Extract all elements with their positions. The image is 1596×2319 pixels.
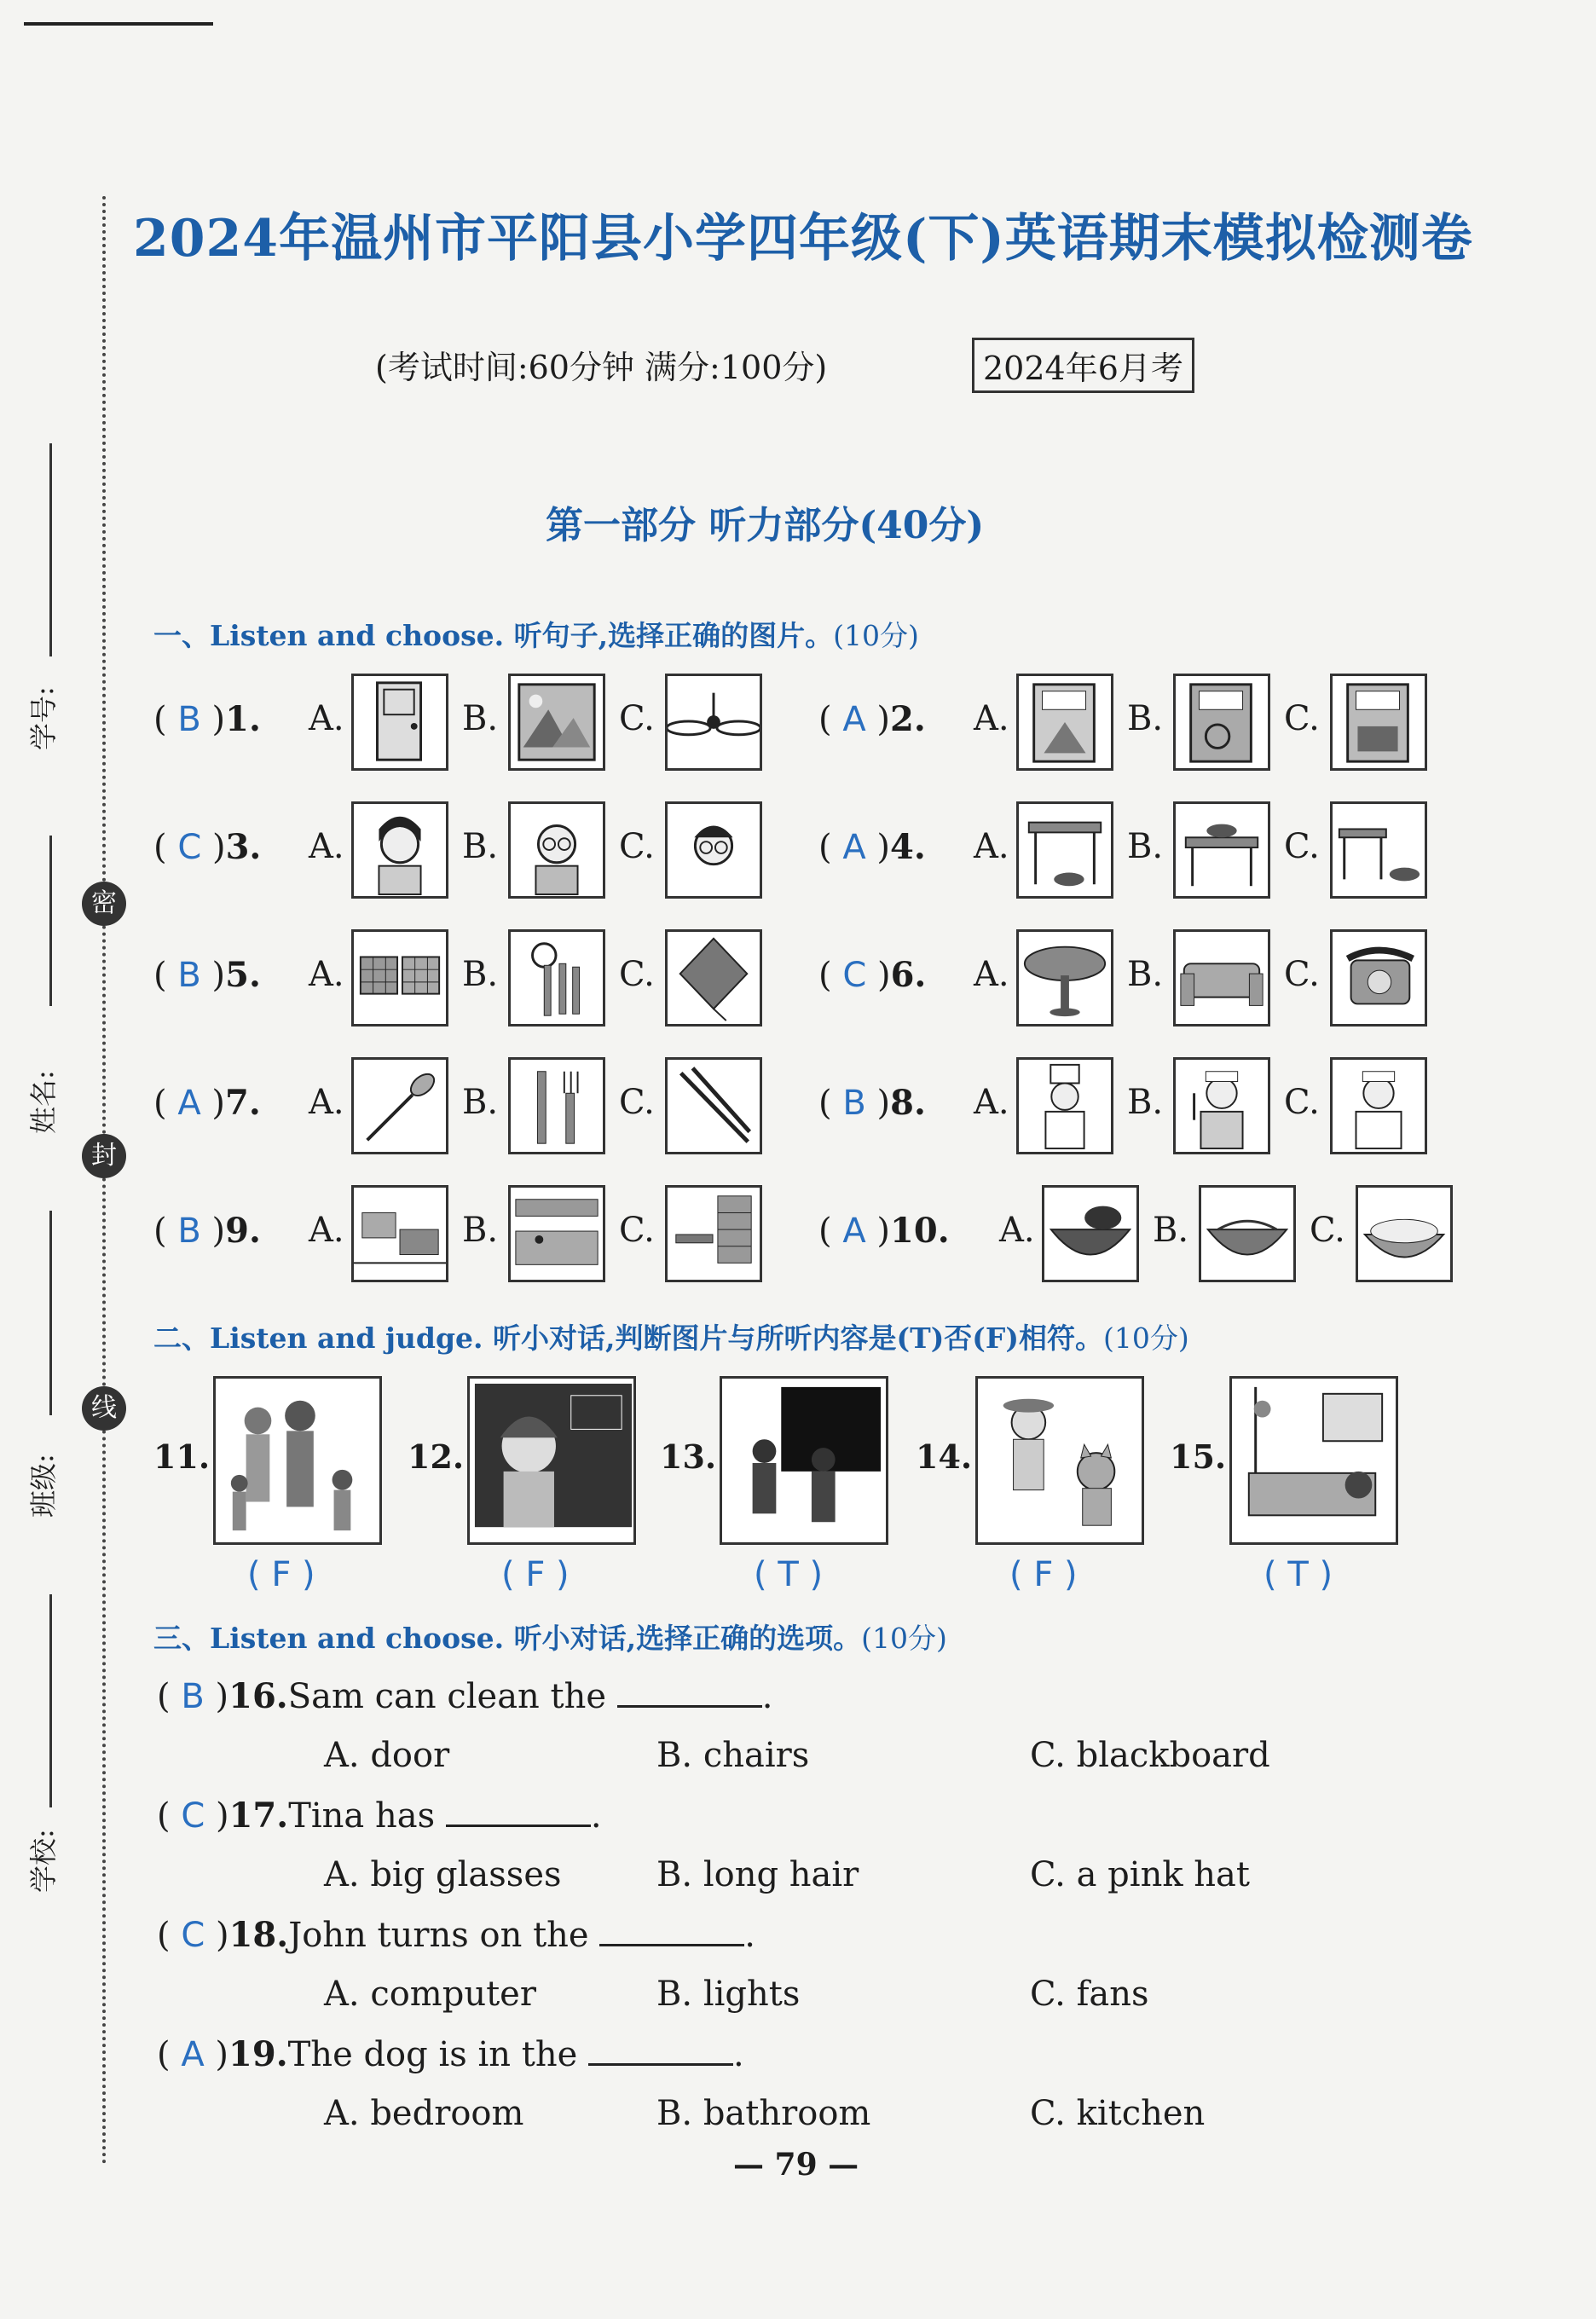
sofa-icon [1173, 929, 1270, 1026]
question-end: . [590, 1796, 602, 1836]
question-number: ( B )9. [153, 1211, 261, 1251]
option-letter: B. [462, 1211, 499, 1250]
section-3-label: 三、Listen and choose. 听小对话,选择正确的选项。 [153, 1622, 862, 1655]
option-letter: B. [1127, 827, 1164, 866]
seal-mi: 密 [82, 882, 126, 926]
answer-mark: B [181, 1677, 205, 1716]
answer-mark: A [842, 700, 866, 739]
painting-icon [508, 674, 605, 771]
question-number: ( A )7. [153, 1083, 261, 1123]
fan-icon [665, 674, 762, 771]
mc-option: A. computer [324, 1975, 536, 2014]
question-num: 1. [225, 699, 261, 739]
section-3-heading [153, 1616, 947, 1657]
question-number: ( C )3. [153, 827, 262, 867]
answer-mark: B [842, 1084, 866, 1123]
question-num: 16. [228, 1676, 288, 1716]
judge-answer: ( T ) [754, 1555, 824, 1594]
exam-info: (考试时间:60分钟 满分:100分) [375, 349, 828, 386]
section-2-points: (10分) [1102, 1321, 1189, 1355]
option-letter: C. [619, 827, 655, 866]
option-letter: C. [619, 699, 655, 738]
mc-option: A. big glasses [324, 1855, 562, 1894]
answer-blank [588, 2038, 733, 2066]
cook-icon [1016, 1057, 1113, 1154]
question-number: ( B )5. [153, 955, 261, 995]
student-no-label: 学号: [27, 686, 60, 750]
living-room-icon [351, 1185, 448, 1282]
question-stem: Tina has [288, 1796, 436, 1836]
option-letter: A. [309, 699, 344, 738]
rubik-cubes-icon [351, 929, 448, 1026]
option-letter: C. [619, 1083, 655, 1122]
question-number: ( C )6. [818, 955, 927, 995]
seal-feng: 封 [82, 1134, 126, 1178]
name-label: 姓名: [27, 1070, 60, 1134]
rice-bowl-icon [1356, 1185, 1453, 1282]
class-label: 班级: [27, 1454, 60, 1518]
mc-question: ( C )17.Tina has . [157, 1796, 602, 1836]
answer-mark: B [177, 1212, 201, 1251]
chinese-book-icon [1330, 674, 1427, 771]
phone-icon [1330, 929, 1427, 1026]
judge-answer: ( F ) [1009, 1555, 1078, 1594]
table-icon [1016, 929, 1113, 1026]
answer-mark: B [177, 956, 201, 995]
question-number: ( A )4. [818, 827, 926, 867]
mc-option: A. bedroom [324, 2094, 524, 2133]
mc-option: B. bathroom [656, 2094, 871, 2133]
question-num: 3. [225, 827, 262, 867]
mc-option: B. long hair [656, 1855, 859, 1894]
option-letter: B. [462, 699, 499, 738]
answer-mark: A [177, 1084, 201, 1123]
answer-mark: C [177, 828, 202, 867]
question-num: 18. [228, 1915, 289, 1955]
mc-option: C. fans [1030, 1975, 1149, 2014]
question-end: . [744, 1916, 756, 1955]
man-glasses-icon [508, 801, 605, 899]
mc-option: C. a pink hat [1030, 1855, 1250, 1894]
school-line [49, 1594, 52, 1807]
section-3-points: (10分) [861, 1622, 947, 1655]
mc-question: ( B )16.Sam can clean the . [157, 1676, 773, 1716]
section-1-heading [153, 614, 919, 654]
exam-date: 2024年6月考 [972, 338, 1194, 393]
question-num: 17. [228, 1796, 289, 1836]
section-1-label: 一、Listen and choose. 听句子,选择正确的图片。 [153, 619, 834, 652]
question-num: 8. [890, 1083, 926, 1123]
option-letter: C. [1284, 955, 1320, 994]
english-book-icon [1173, 674, 1270, 771]
classroom-icon [720, 1376, 888, 1545]
answer-mark: C [842, 956, 867, 995]
section-1-points: (10分) [833, 619, 919, 652]
answer-mark: B [177, 700, 201, 739]
answer-mark: A [181, 2035, 205, 2074]
judge-question-number: 15. [1170, 1437, 1227, 1476]
answer-blank [617, 1680, 762, 1708]
answer-mark: A [842, 828, 866, 867]
option-letter: C. [619, 1211, 655, 1250]
option-letter: B. [1153, 1211, 1189, 1250]
question-num: 4. [890, 827, 926, 867]
door-icon [351, 674, 448, 771]
noodles-bowl-icon [1199, 1185, 1296, 1282]
question-stem: The dog is in the [287, 2035, 578, 2074]
answer-blank [599, 1918, 744, 1946]
question-num: 5. [225, 955, 261, 995]
teacher-icon [467, 1376, 636, 1545]
option-letter: B. [462, 1083, 499, 1122]
spoon-icon [351, 1057, 448, 1154]
option-letter: B. [1127, 699, 1164, 738]
option-letter: C. [1284, 699, 1320, 738]
judge-question-number: 12. [408, 1437, 465, 1476]
binding-dotted-line [102, 196, 106, 2166]
judge-question-number: 11. [153, 1437, 211, 1476]
kite-icon [665, 929, 762, 1026]
judge-question-number: 13. [660, 1437, 717, 1476]
desk-hat-on-icon [1173, 801, 1270, 899]
question-number: ( A )10. [818, 1211, 950, 1251]
mc-option: B. lights [656, 1975, 801, 2014]
top-rule [24, 22, 213, 26]
math-book-icon [1016, 674, 1113, 771]
option-letter: A. [974, 1083, 1009, 1122]
nurse-icon [1173, 1057, 1270, 1154]
question-number: ( B )8. [818, 1083, 926, 1123]
judge-answer: ( T ) [1264, 1555, 1333, 1594]
option-letter: C. [1284, 1083, 1320, 1122]
student-no-line [49, 443, 52, 656]
judge-answer: ( F ) [501, 1555, 570, 1594]
option-letter: A. [974, 699, 1009, 738]
question-num: 6. [890, 955, 927, 995]
question-end: . [761, 1677, 773, 1716]
desk-hat-under-icon [1016, 801, 1113, 899]
question-num: 19. [228, 2034, 288, 2074]
girl-cat-icon [975, 1376, 1144, 1545]
name-line-1 [49, 836, 52, 1006]
question-num: 7. [225, 1083, 261, 1123]
judge-answer: ( F ) [247, 1555, 315, 1594]
mc-option: A. door [324, 1736, 450, 1775]
kitchen-icon [508, 1185, 605, 1282]
option-letter: B. [462, 827, 499, 866]
option-letter: A. [999, 1211, 1035, 1250]
mc-option: B. chairs [656, 1736, 810, 1775]
answer-mark: A [842, 1212, 866, 1251]
school-label: 学校: [27, 1829, 60, 1893]
question-number: ( B )1. [153, 699, 261, 739]
question-stem: John turns on the [288, 1916, 589, 1955]
question-num: 2. [890, 699, 926, 739]
question-num: 10. [890, 1211, 950, 1251]
option-letter: B. [462, 955, 499, 994]
option-letter: B. [1127, 1083, 1164, 1122]
question-stem: Sam can clean the [287, 1677, 607, 1716]
section-2-heading [153, 1316, 1189, 1356]
page-number: — 79 — [733, 2147, 859, 2183]
doctor-icon [1330, 1057, 1427, 1154]
desk-hat-beside-icon [1330, 801, 1427, 899]
option-letter: B. [1127, 955, 1164, 994]
mc-question: ( A )19.The dog is in the . [157, 2034, 744, 2074]
class-line [49, 1211, 52, 1415]
question-num: 9. [225, 1211, 261, 1251]
option-letter: A. [309, 1083, 344, 1122]
question-number: ( A )2. [818, 699, 926, 739]
seal-xian: 线 [82, 1386, 126, 1431]
study-icon [665, 1185, 762, 1282]
beef-bowl-icon [1042, 1185, 1139, 1282]
option-letter: A. [309, 955, 344, 994]
option-letter: C. [1310, 1211, 1345, 1250]
mc-option: C. kitchen [1030, 2094, 1206, 2133]
option-letter: A. [974, 827, 1009, 866]
option-letter: A. [974, 955, 1009, 994]
part-title: 第一部分 听力部分(40分) [546, 504, 985, 547]
answer-mark: C [181, 1796, 205, 1836]
fork-knife-icon [508, 1057, 605, 1154]
keys-icon [508, 929, 605, 1026]
mc-question: ( C )18.John turns on the . [157, 1915, 756, 1955]
section-2-label: 二、Listen and judge. 听小对话,判断图片与所听内容是(T)否(F)相符。 [153, 1321, 1103, 1355]
option-letter: A. [309, 1211, 344, 1250]
option-letter: C. [1284, 827, 1320, 866]
girl-glasses-icon [665, 801, 762, 899]
family-icon [213, 1376, 382, 1545]
judge-question-number: 14. [916, 1437, 973, 1476]
mc-option: C. blackboard [1030, 1736, 1270, 1775]
option-letter: C. [619, 955, 655, 994]
bathroom-icon [1229, 1376, 1398, 1545]
exam-title: 2024年温州市平阳县小学四年级(下)英语期末模拟检测卷 [133, 209, 1473, 269]
question-end: . [733, 2035, 744, 2074]
answer-mark: C [181, 1916, 205, 1955]
woman-short-hair-icon [351, 801, 448, 899]
option-letter: A. [309, 827, 344, 866]
answer-blank [446, 1799, 591, 1827]
chopsticks-icon [665, 1057, 762, 1154]
